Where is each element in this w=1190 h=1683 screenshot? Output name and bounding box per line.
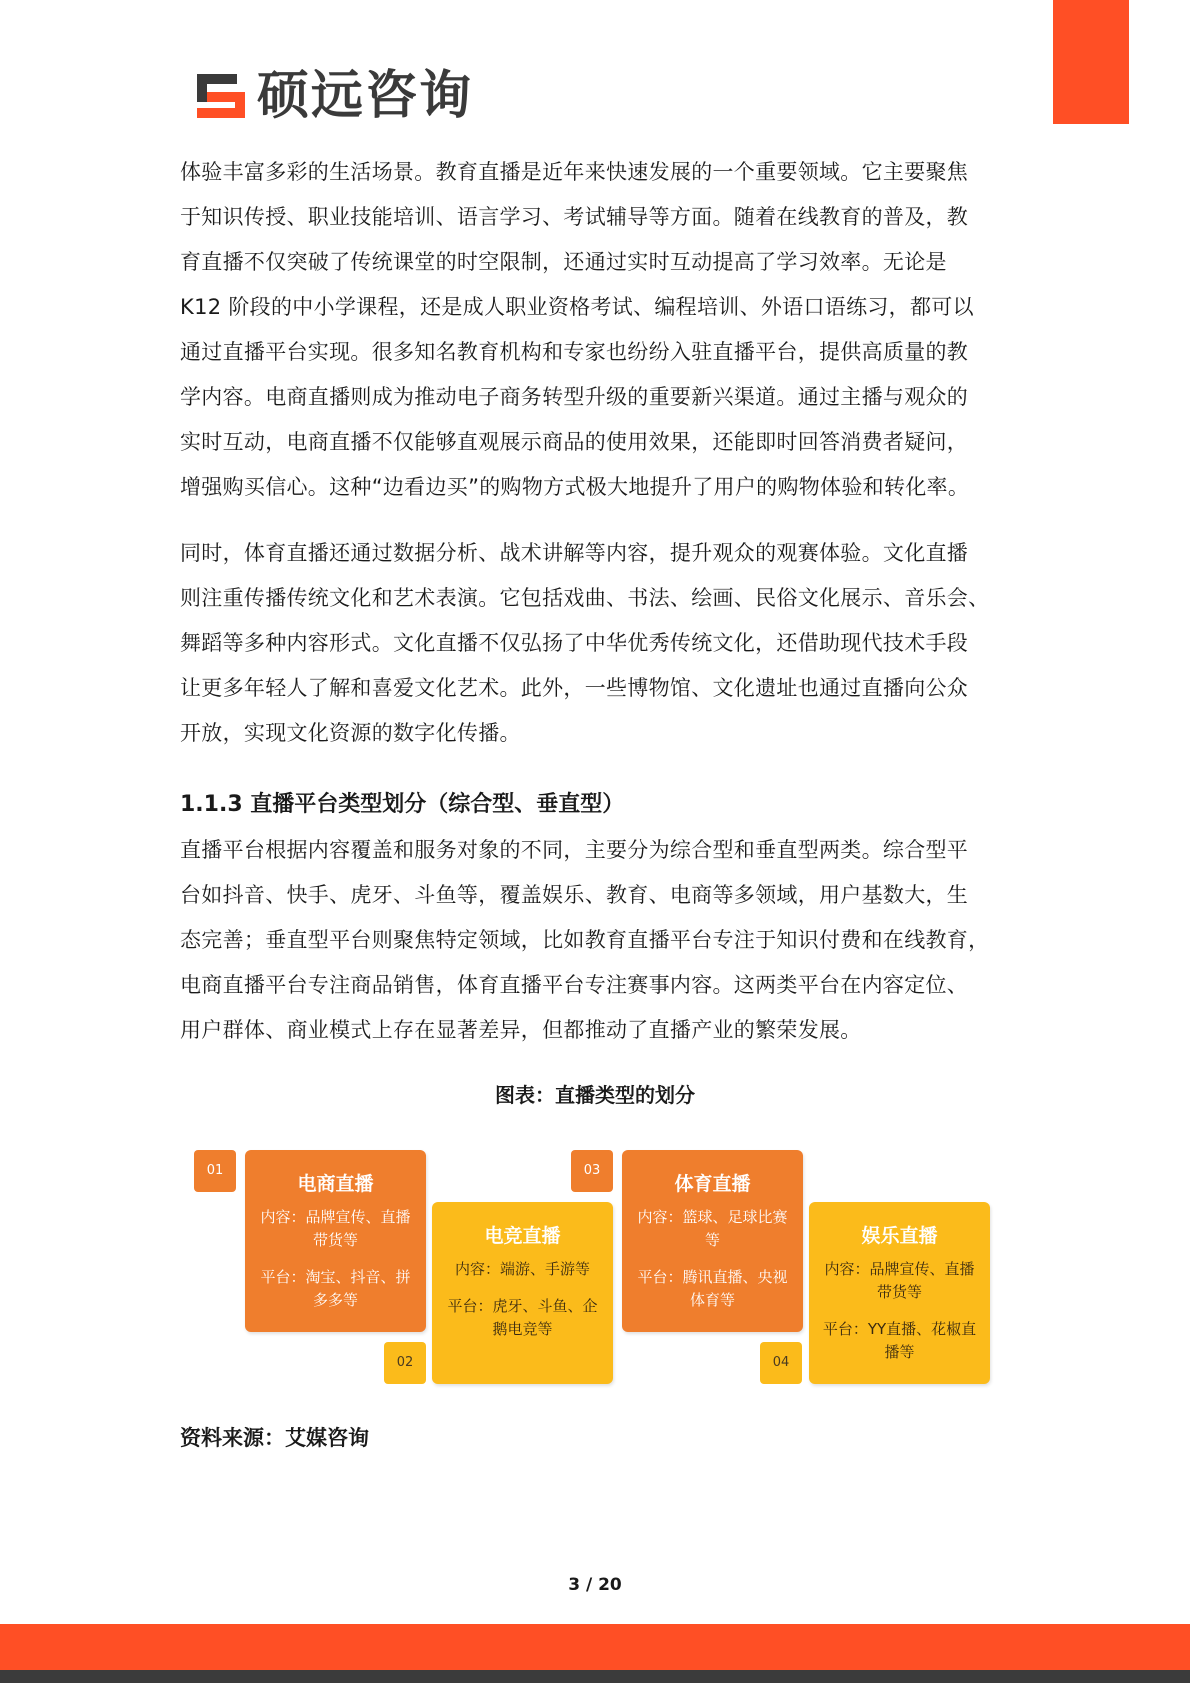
text-line: 舞蹈等多种内容形式。文化直播不仅弘扬了中华优秀传统文化，还借助现代技术手段 [180,631,969,655]
text-line: 同时，体育直播还通过数据分析、战术讲解等内容，提升观众的观赛体验。文化直播 [180,541,969,565]
card-title: 体育直播 [674,1173,751,1195]
text-line: 直播平台根据内容覆盖和服务对象的不同，主要分为综合型和垂直型两类。综合型平 [180,838,969,862]
card-title: 电商直播 [297,1173,374,1195]
step-badge-04: 04 [760,1342,802,1384]
text-line: 台如抖音、快手、虎牙、斗鱼等，覆盖娱乐、教育、电商等多领域，用户基数大，生 [180,883,969,907]
text-line: 于知识传授、职业技能培训、语言学习、考试辅导等方面。随着在线教育的普及，教 [180,205,969,229]
text-line: 通过直播平台实现。很多知名教育机构和专家也纷纷入驻直播平台，提供高质量的教 [180,340,969,364]
footer-dark-bar [0,1670,1190,1683]
corner-accent-block [1053,0,1129,124]
source-note: 资料来源：艾媒咨询 [180,1426,369,1450]
card-entertainment-live [809,1202,990,1384]
paragraph-1 [180,150,1012,510]
card-ecommerce-live [245,1150,426,1332]
section-heading: 1.1.3 直播平台类型划分（综合型、垂直型） [180,792,625,817]
card-platform-line: 平台：虎牙、斗鱼、企鹅电竞等 [447,1297,598,1338]
text-line: 态完善；垂直型平台则聚焦特定领域，比如教育直播平台专注于知识付费和在线教育， [180,928,990,952]
text-line: 实时互动，电商直播不仅能够直观展示商品的使用效果，还能即时回答消费者疑问， [180,430,969,454]
text-line: 电商直播平台专注商品销售，体育直播平台专注赛事内容。这两类平台在内容定位、 [180,973,969,997]
card-content-line: 内容：端游、手游等 [454,1260,590,1278]
text-line: 则注重传播传统文化和艺术表演。它包括戏曲、书法、绘画、民俗文化展示、音乐会、 [180,586,990,610]
text-line: K12 阶段的中小学课程，还是成人职业资格考试、编程培训、外语口语练习，都可以 [180,295,974,319]
card-content-line: 内容：篮球、足球比赛等 [637,1208,788,1249]
card-content-line: 内容：品牌宣传、直播带货等 [260,1208,411,1249]
footer-accent-bar [0,1624,1190,1670]
text-line: 学内容。电商直播则成为推动电子商务转型升级的重要新兴渠道。通过主播与观众的 [180,385,969,409]
card-platform-line: 平台：腾讯直播、央视体育等 [637,1268,788,1309]
step-badge-03: 03 [571,1150,613,1192]
card-title: 电竞直播 [484,1225,561,1247]
text-line: 让更多年轻人了解和喜爱文化艺术。此外，一些博物馆、文化遗址也通过直播向公众 [180,676,969,700]
card-content-line: 内容：品牌宣传、直播带货等 [824,1260,975,1301]
step-badge-02: 02 [384,1342,426,1384]
card-platform-line: 平台：淘宝、抖音、拼多多等 [260,1268,411,1309]
text-line: 增强购买信心。这种“边看边买”的购物方式极大地提升了用户的购物体验和转化率。 [180,475,970,499]
page-number: 3 / 20 [568,1575,622,1595]
paragraph-2 [180,531,1012,756]
logo-mark-icon [193,70,249,122]
brand-name: 硕远咨询 [257,66,474,126]
text-line: 开放，实现文化资源的数字化传播。 [180,721,521,745]
figure-title: 图表：直播类型的划分 [495,1083,695,1107]
text-line: 用户群体、商业模式上存在显著差异，但都推动了直播产业的繁荣发展。 [180,1018,862,1042]
card-title: 娱乐直播 [861,1225,938,1247]
step-badge-01: 01 [194,1150,236,1192]
text-line: 育直播不仅突破了传统课堂的时空限制，还通过实时互动提高了学习效率。无论是 [180,250,947,274]
paragraph-3 [180,828,1012,1053]
card-esports-live [432,1202,613,1384]
text-line: 体验丰富多彩的生活场景。教育直播是近年来快速发展的一个重要领域。它主要聚焦 [180,160,969,184]
live-type-diagram [194,1148,994,1388]
card-platform-line: 平台：YY直播、花椒直播等 [822,1320,977,1361]
card-sports-live [622,1150,803,1332]
